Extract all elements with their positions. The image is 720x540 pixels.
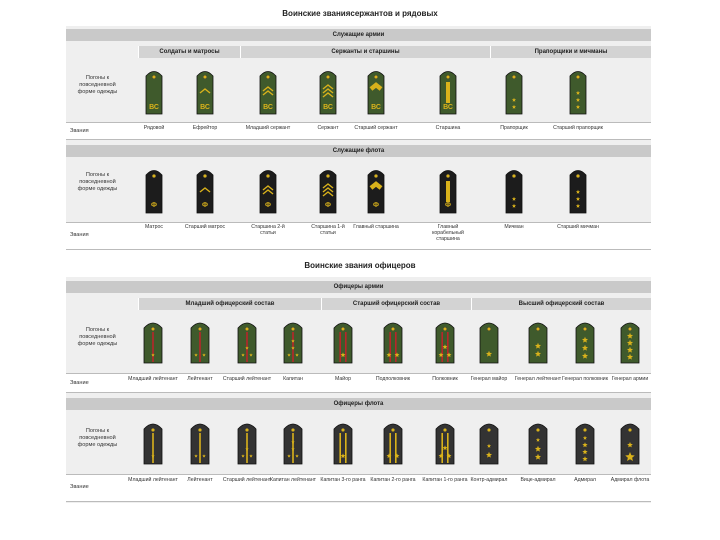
group-sergeants: Сержанты и старшины [240,46,490,58]
svg-text:Ф: Ф [151,202,157,209]
officer-groups [138,298,651,310]
officer-navy-board-1 [143,419,163,465]
svg-text:ВС: ВС [149,104,159,111]
officer-army-rank-4: Капитан [283,376,303,382]
officer-army-row-label: Погоны к повседневной форме одежды [77,327,118,347]
nco-army-board-2 [196,67,214,115]
group-senior-officers: Старший офицерский состав [321,298,471,310]
group-junior-officers: Младший офицерский состав [138,298,321,310]
officer-navy-rank-5: Капитан 3-го ранга [320,477,366,483]
officer-navy-rank-2: Лейтенант [187,477,213,483]
officer-army-rank-6: Подполковник [375,376,411,382]
nco-navy-rank-3: Старшина 2-й статьи [251,224,285,236]
officer-army-board-10 [575,318,595,364]
nco-navy-board-7 [505,166,523,214]
nco-navy-board-6 [439,166,457,214]
nco-navy-board-4 [319,166,337,214]
svg-text:Ф: Ф [202,202,208,209]
nco-army-rank-3: Младший сержант [245,125,291,131]
officer-army-rank-10: Генерал полковник [562,376,608,382]
svg-text:Ф: Ф [265,202,271,209]
officer-navy-board-7 [435,419,455,465]
officer-army-rank-3: Старший лейтенант [222,376,272,382]
nco-army-board-8 [569,67,587,115]
nco-army-board-7 [505,67,523,115]
officer-navy-rank-8: Контр-адмирал [470,477,508,483]
officer-navy-board-3 [237,419,257,465]
officer-army-rank-8: Генерал майор [470,376,508,382]
nco-army-rank-8: Старший прапорщик [553,125,603,131]
nco-navy-board-8 [569,166,587,214]
officer-navy-rank-6: Капитан 2-го ранга [370,477,416,483]
nco-navy-board-3 [259,166,277,214]
nco-navy-band: Служащие флота [66,145,651,157]
nco-army-rank-5: Старший сержант [354,125,398,131]
nco-army-rank-2: Ефрейтор [192,125,218,131]
officer-navy-board-9 [528,419,548,465]
nco-navy-rank-1: Матрос [145,224,163,230]
nco-army-board-4 [319,67,337,115]
nco-army-rank-4: Сержант [317,125,339,131]
nco-army-row-head: Звания [70,128,89,134]
officer-army-board-11 [620,318,640,364]
officer-army-board-8 [479,318,499,364]
nco-army-rank-7: Прапорщик [500,125,528,131]
officer-navy-rank-3: Старший лейтенант [222,477,272,483]
svg-text:ВС: ВС [443,104,453,111]
nco-army-board-1 [145,67,163,115]
officer-navy-board-10 [575,419,595,465]
officer-army-board-6 [383,318,403,364]
officer-navy-rank-9: Вице-адмирал [520,477,556,483]
officer-army-row-head: Звание [70,380,89,386]
officer-army-board-3 [237,318,257,364]
svg-text:ВС: ВС [200,104,210,111]
officer-navy-board-2 [190,419,210,465]
nco-section-title: Воинские званиясержантов и рядовых [282,9,438,18]
svg-text:Ф: Ф [373,202,379,209]
officer-navy-board-4 [283,419,303,465]
nco-navy-rank-2: Старший матрос [184,224,226,230]
officer-army-board-9 [528,318,548,364]
officer-army-board-4 [283,318,303,364]
officer-army-rank-2: Лейтенант [187,376,213,382]
officer-army-board-7 [435,318,455,364]
officer-army-rank-9: Генерал лейтенант [514,376,562,382]
officer-navy-rank-7: Капитан 1-го ранга [422,477,468,483]
officer-section-title: Воинские звания офицеров [304,261,416,270]
officer-navy-row-head: Звание [70,484,89,490]
nco-army-board-6 [439,67,457,115]
officer-navy-board-6 [383,419,403,465]
svg-text:ВС: ВС [371,104,381,111]
officer-army-board-5 [333,318,353,364]
nco-army-rank-1: Рядовой [143,125,165,131]
svg-text:Ф: Ф [445,202,451,209]
nco-army-rank-6: Старшина [435,125,461,131]
officer-army-rank-11: Генерал армии [611,376,649,382]
officer-army-band: Офицеры армии [66,281,651,293]
nco-navy-rank-6: Главный корабельный старшина [432,224,464,242]
officer-army-rank-7: Полковник [432,376,458,382]
officer-navy-rank-11: Адмирал флота [610,477,650,483]
nco-navy-board-1 [145,166,163,214]
officer-army-board-2 [190,318,210,364]
officer-navy-rank-10: Адмирал [574,477,596,483]
nco-army-board-3 [259,67,277,115]
nco-navy-board-2 [196,166,214,214]
nco-navy-rank-8: Старший мичман [557,224,599,230]
officer-navy-board-11 [620,419,640,465]
nco-army-band: Служащие армии [66,29,651,41]
group-soldiers: Солдаты и матросы [138,46,240,58]
nco-navy-board-5 [367,166,385,214]
officer-army-board-1 [143,318,163,364]
svg-text:Ф: Ф [325,202,331,209]
nco-navy-row-label: Погоны к повседневной форме одежды [77,172,118,192]
officer-navy-board-5 [333,419,353,465]
nco-groups [138,46,651,58]
nco-navy-rank-4: Старшина 1-й статьи [311,224,345,236]
officer-navy-band: Офицеры флота [66,398,651,410]
nco-navy-rank-7: Мичман [504,224,524,230]
group-top-officers: Высший офицерский состав [471,298,651,310]
nco-navy-rank-5: Главный старшина [353,224,399,230]
svg-text:ВС: ВС [323,104,333,111]
officer-navy-rank-1: Младший лейтенант [128,477,178,483]
officer-navy-board-8 [479,419,499,465]
officer-army-rank-5: Майор [335,376,351,382]
nco-navy-row-head: Звания [70,232,89,238]
svg-text:ВС: ВС [263,104,273,111]
group-warrant: Прапорщики и мичманы [490,46,651,58]
nco-army-board-5 [367,67,385,115]
officer-army-rank-1: Младший лейтенант [128,376,178,382]
officer-navy-rank-4: Капитан лейтенант [269,477,317,483]
officer-navy-row-label: Погоны к повседневной форме одежды [77,428,118,448]
nco-army-row-label: Погоны к повседневной форме одежды [77,75,118,95]
